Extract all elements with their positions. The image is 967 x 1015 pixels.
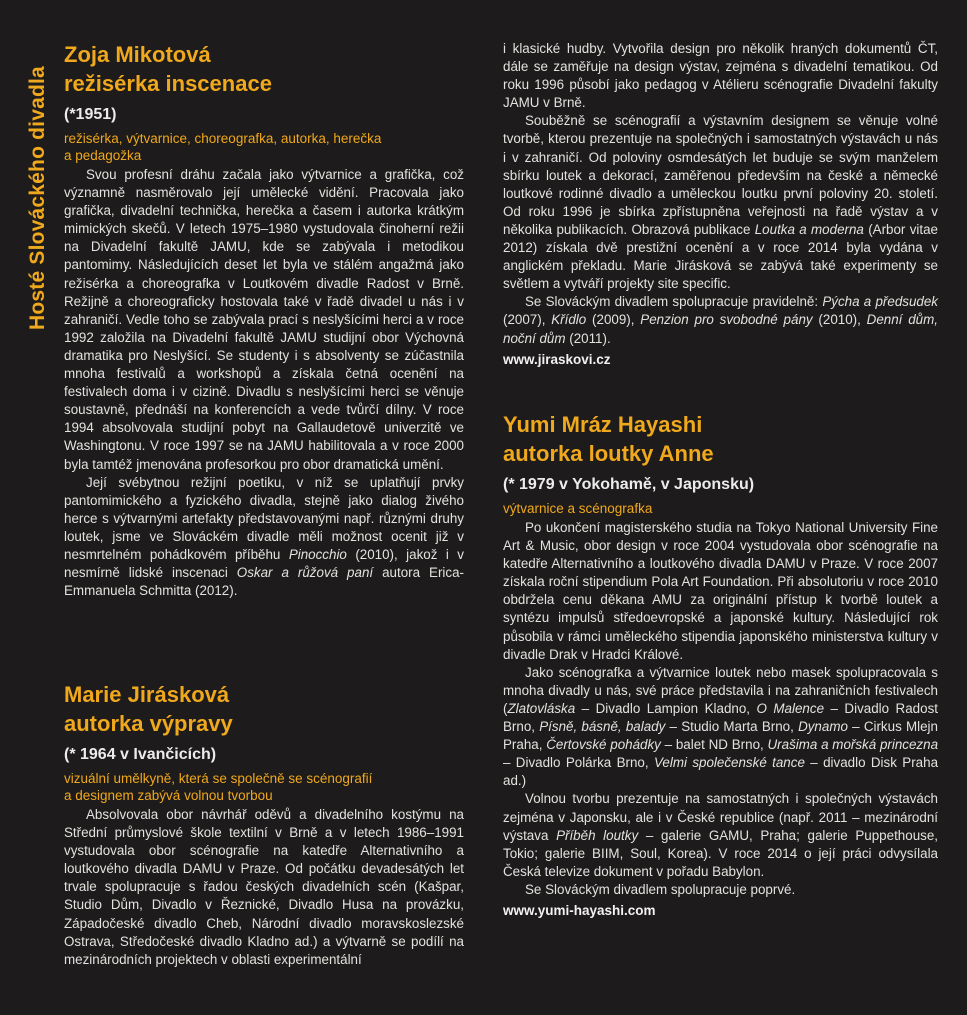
work-title: Pinocchio [288,546,347,562]
bio-paragraph: Svou profesní dráhu začala jako výtvarnice a grafička, což významně nasměrovalo její umělecké vidění. Pracovala jako grafička, divadelní technička, herečka a časem i autorka krátkým mimických skečů. V letech 1975–1980 vystudovala činoherní režii na Divadelní fakultě JAMU, kde se zabývala i metodikou pantomimy. Následujících deset let byla ve stálém angažmá jako režisérka a choreografka v Loutkovém divadle Radost v Brně. Režijně a choreograficky hostovala také v řadě divadel u nás i v zahraničí. Vedle toho se zabývala prací s neslyšícími herci a v roce 1992 založila na Divadelní fakultě JAMU studijní obor Výchovná dramatika pro Neslyšící. Se studenty i s absolventy se zúčastnila mnoha festivalů a workshopů a získala četná ocenění na festivalech doma i v cizině. Divadlu s neslyšícími herci se věnuje soustavně, přednáší na konferencích a vede tvůrčí dílny. V roce 1994 absolvovala studijní pobyt na Gallaudetově univerzitě ve Washingtonu. V roce 1997 se na JAMU habilitovala a v roce 2000 byla tamtéž jmenována profesorkou pro obor dramatická umění. [64,167,464,472]
role-line: autorka výpravy [64,711,233,736]
text: Její svébytnou režijní poetiku, v níž se uplatňují prvky pantomimického a fyzického divadla, stejně jako dialog živého herce s výtvarnými artefakty představovanými např. různými druhy loutek, jsme ve Slováckém divadle měli možnost ocenit již v nesmrtelném pohádkovém příběhu [64,474,464,562]
text: – balet ND Brno, [660,737,768,753]
side-title-text: Hosté Slováckého divadla [26,66,49,330]
text: – Divadlo Polárka Brno, [503,755,654,771]
work-title: Křídlo [551,312,587,328]
roles-line: a pedagožka [64,148,142,163]
text: Souběžně se scénografií a výstavním designem se věnuje volné tvorbě, kterou prezentuje na společných i samostatných výstavách u nás i v zahraničí. Od poloviny osmdesátých let buduje se svým manželem sbírku loutek a dekorací, zaměřenou především na české a německé loutkové rodinné divadlo a uměleckou loutku první poloviny 20. století. Od roku 1996 je sbírka zpřístupněna veřejnosti na řadě výstav a v několika publikacích. Obrazová publikace [503,113,938,237]
text: – divadlo Disk Praha ad.) [503,755,939,789]
roles: výtvarnice a scénografka [503,501,653,516]
profile-marie [64,680,464,969]
bio-paragraph [503,664,938,791]
bio-paragraph: Po ukončení magisterského studia na Tokyo National University Fine Art & Music, obor design v roce 2004 vystudovala obor scénografie na katedře Alternativního a loutkového divadla DAMU v Praze. V roce 2007 získala roční stipendium Pola Art Foundation. Při absolutoriu v roce 2010 obdržela cenu děkana AMU za originální přístup k tvorbě loutek a syntézu impulsů středoevropské a japonské kultury. Následující rok působila v rámci uměleckého stipendia japonského ministerstva kultury v divadle Drak v Hradci Králové. [503,520,938,662]
role-line: autorka loutky Anne [503,441,714,466]
roles [64,770,464,804]
section-side-title [20,40,58,330]
profile-marie-continued [503,40,938,370]
website-link[interactable]: www.yumi-hayashi.com [503,902,656,918]
roles-line: režisérka, výtvarnice, choreografka, autorka, herečka [64,131,382,146]
roles-line: a designem zabývá volnou tvorbou [64,788,273,803]
birth-info: (* 1964 v Ivančicích) [64,746,217,763]
work-title: Příběh loutky [556,827,639,843]
birth-info: (* 1979 v Yokohamě, v Japonsku) [503,476,755,493]
name-line: Zoja Mikotová [64,42,211,67]
text: (2010), jakož i v nesmírně lidské inscenaci [64,546,464,581]
text: (2007), [503,312,552,328]
work-title: Urašima a mořská princezna [767,737,939,753]
roles [64,130,464,164]
profile-name [64,680,464,738]
text: autora Erica-Emmanuela Schmitta (2012). [64,565,464,599]
bio-paragraph: Se Slováckým divadlem spolupracuje poprvé. [525,881,796,897]
text: – galerie GAMU, Praha; galerie Puppethouse, Tokio; galerie BIIM, Soul, Korea). V roce 2014 o její práci odvysílala Česká televize dokument v pořadu Babylon. [503,827,938,879]
text: – Divadlo Radost Brno, [503,700,938,735]
profile-yumi [503,410,938,921]
bio-paragraph [503,112,938,293]
bio-paragraph [503,293,938,347]
work-title: Oskar a růžová paní [236,565,374,581]
roles-line: vizuální umělkyně, která se společně se scénografií [64,771,373,786]
work-title: Písně, básně, balady [539,719,666,735]
text: Se Slováckým divadlem spolupracuje pravidelně: [525,294,823,310]
profile-name [64,40,464,98]
bio-paragraph [64,474,464,601]
bio-paragraph: i klasické hudby. Vytvořila design pro několik hraných dokumentů ČT, dále se zaměřuje na design výstav, zejména s divadelní tematikou. Od roku 1996 působí jako pedagog v Atélieru scénografie Divadelní fakulty JAMU v Brně. [503,41,938,111]
name-line: Yumi Mráz Hayashi [503,412,703,437]
text: – Divadlo Lampion Kladno, [575,700,757,716]
work-title: Pýcha a předsudek [822,294,938,310]
work-title: Zlatovláska [507,700,576,716]
work-title: Dynamo [798,719,848,735]
text: (Arbor vitae 2012) získala dvě prestižní ocenění a v roce 2014 byla vydána v anglickém překladu. Marie Jirásková se zabývá také experimenty se světlem a vytváří projekty site specific. [503,221,938,292]
text: (2009), [586,312,641,328]
profile-zoja [64,40,464,600]
bio-paragraph: Absolvovala obor návrhář oděvů a divadelního kostýmu na Střední průmyslové škole textilní v Brně a v letech 1986–1991 vystudovala obor scénografie na katedře Alternativního a loutkového divadla DAMU v Praze. Od počátku devadesátých let trvale spolupracuje s řadou českých divadelních scén (Kašpar, Studio Dům, Divadlo v Řeznické, Divadlo Husa na provázku, Západočeské divadlo Cheb, Národní divadlo moravskoslezské Ostrava, Středočeské divadlo Kladno ad.) a výtvarně se podílí na mezinárodních projektech v oblasti experimentální [64,807,464,967]
text: (2010), [812,312,867,328]
work-title: Penzion pro svobodné pány [640,312,813,328]
work-title: O Malence [756,700,825,716]
text: – Studio Marta Brno, [665,719,799,735]
text: Jako scénografka a výtvarnice loutek nebo masek spolupracovala s mnoha divadly u nás, své práce představila i na zahraničních festivalech ( [503,664,938,716]
role-line: režisérka inscenace [64,71,272,96]
work-title: Denní dům, noční dům [503,312,938,346]
profile-name [503,410,938,468]
website-link[interactable]: www.jiraskovi.cz [503,351,611,367]
bio-paragraph [503,790,938,880]
birth-info: (*1951) [64,106,117,123]
text: (2011). [565,330,611,346]
text: – Cirkus Mlejn Praha, [503,719,938,753]
work-title: Čertovské pohádky [546,737,661,753]
work-title: Velmi společenské tance [653,755,805,771]
text: Volnou tvorbu prezentuje na samostatných i společných výstavách zejména v Japonsku, ale i v České republice (např. 2011 – mezinárodní výstava [503,791,938,843]
name-line: Marie Jirásková [64,682,230,707]
work-title: Loutka a moderna [754,221,864,237]
